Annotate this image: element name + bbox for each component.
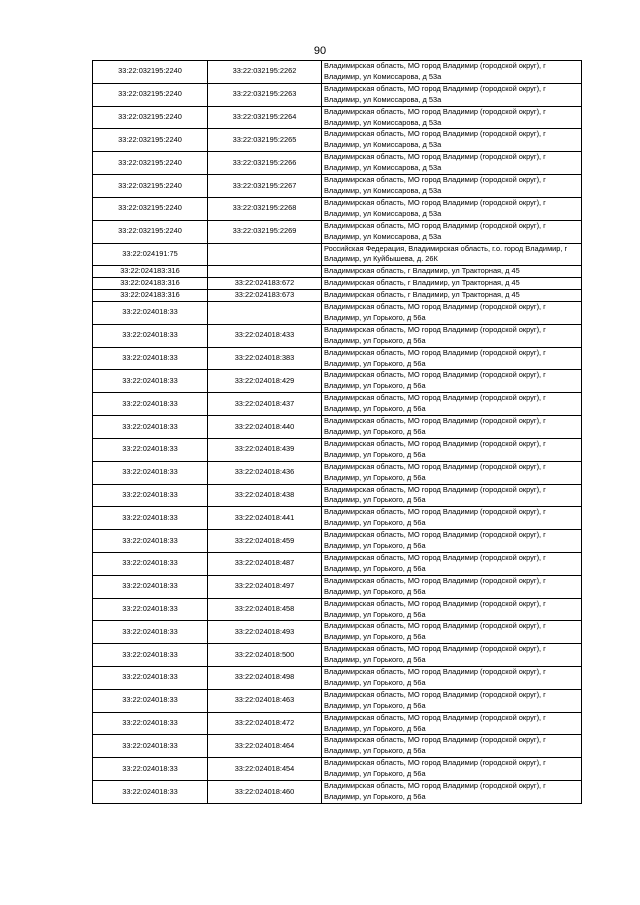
- parent-cadastral-number-cell: 33:22:024183:316: [93, 278, 208, 290]
- address-cell: Владимирская область, МО город Владимир (городской округ), г Владимир, ул Горького, д 56а: [322, 781, 582, 804]
- parent-cadastral-number-cell: 33:22:024018:33: [93, 758, 208, 781]
- object-cadastral-number-cell: 33:22:024183:672: [208, 278, 322, 290]
- address-cell: Владимирская область, МО город Владимир (городской округ), г Владимир, ул Комиссарова, д 53а: [322, 197, 582, 220]
- parent-cadastral-number-cell: 33:22:024018:33: [93, 552, 208, 575]
- table-row: [93, 530, 582, 553]
- object-cadastral-number-cell: 33:22:024018:463: [208, 689, 322, 712]
- address-cell: Российская Федерация, Владимирская область, г.о. город Владимир, г Владимир, ул Куйбышева, д. 26К: [322, 243, 582, 266]
- object-cadastral-number-cell: 33:22:032195:2262: [208, 61, 322, 84]
- parent-cadastral-number-cell: 33:22:024018:33: [93, 735, 208, 758]
- table-row: [93, 667, 582, 690]
- object-cadastral-number-cell: 33:22:024018:454: [208, 758, 322, 781]
- page-number: 90: [313, 45, 327, 57]
- address-cell: Владимирская область, МО город Владимир (городской округ), г Владимир, ул Комиссарова, д 53а: [322, 83, 582, 106]
- table-row: [93, 598, 582, 621]
- parent-cadastral-number-cell: 33:22:024018:33: [93, 598, 208, 621]
- address-cell: Владимирская область, МО город Владимир (городской округ), г Владимир, ул Горького, д 56а: [322, 370, 582, 393]
- parent-cadastral-number-cell: 33:22:024183:316: [93, 266, 208, 278]
- address-cell: Владимирская область, МО город Владимир (городской округ), г Владимир, ул Горького, д 56а: [322, 393, 582, 416]
- parent-cadastral-number-cell: 33:22:032195:2240: [93, 220, 208, 243]
- parent-cadastral-number-cell: 33:22:024018:33: [93, 347, 208, 370]
- object-cadastral-number-cell: 33:22:024018:460: [208, 781, 322, 804]
- table-row: [93, 689, 582, 712]
- table-row: [93, 302, 582, 325]
- object-cadastral-number-cell: 33:22:024018:464: [208, 735, 322, 758]
- address-cell: Владимирская область, МО город Владимир (городской округ), г Владимир, ул Комиссарова, д 53а: [322, 129, 582, 152]
- object-cadastral-number-cell: 33:22:024018:439: [208, 438, 322, 461]
- address-cell: Владимирская область, МО город Владимир (городской округ), г Владимир, ул Горького, д 56а: [322, 484, 582, 507]
- parent-cadastral-number-cell: 33:22:024018:33: [93, 461, 208, 484]
- table-row: [93, 644, 582, 667]
- object-cadastral-number-cell: 33:22:024018:487: [208, 552, 322, 575]
- object-cadastral-number-cell: 33:22:024018:458: [208, 598, 322, 621]
- table-row: [93, 347, 582, 370]
- table-row: [93, 324, 582, 347]
- parent-cadastral-number-cell: 33:22:024018:33: [93, 393, 208, 416]
- parent-cadastral-number-cell: 33:22:024018:33: [93, 416, 208, 439]
- object-cadastral-number-cell: 33:22:024018:493: [208, 621, 322, 644]
- address-cell: Владимирская область, МО город Владимир (городской округ), г Владимир, ул Горького, д 56а: [322, 347, 582, 370]
- object-cadastral-number-cell: [208, 243, 322, 266]
- table-row: [93, 758, 582, 781]
- object-cadastral-number-cell: 33:22:024018:440: [208, 416, 322, 439]
- address-cell: Владимирская область, МО город Владимир (городской округ), г Владимир, ул Горького, д 56а: [322, 712, 582, 735]
- address-cell: Владимирская область, МО город Владимир (городской округ), г Владимир, ул Горького, д 56а: [322, 644, 582, 667]
- parent-cadastral-number-cell: 33:22:024018:33: [93, 484, 208, 507]
- object-cadastral-number-cell: 33:22:024018:438: [208, 484, 322, 507]
- parent-cadastral-number-cell: 33:22:032195:2240: [93, 175, 208, 198]
- table-row: [93, 393, 582, 416]
- table-row: [93, 575, 582, 598]
- table-row: [93, 781, 582, 804]
- parent-cadastral-number-cell: 33:22:024018:33: [93, 781, 208, 804]
- table-row: [93, 61, 582, 84]
- address-cell: Владимирская область, МО город Владимир (городской округ), г Владимир, ул Комиссарова, д 53а: [322, 106, 582, 129]
- table-row: [93, 266, 582, 278]
- object-cadastral-number-cell: 33:22:032195:2265: [208, 129, 322, 152]
- table-row: [93, 735, 582, 758]
- table-row: [93, 552, 582, 575]
- parent-cadastral-number-cell: 33:22:024018:33: [93, 530, 208, 553]
- object-cadastral-number-cell: 33:22:024018:459: [208, 530, 322, 553]
- address-cell: Владимирская область, МО город Владимир (городской округ), г Владимир, ул Горького, д 56а: [322, 324, 582, 347]
- parent-cadastral-number-cell: 33:22:032195:2240: [93, 197, 208, 220]
- address-cell: Владимирская область, МО город Владимир (городской округ), г Владимир, ул Горького, д 56а: [322, 507, 582, 530]
- address-cell: Владимирская область, МО город Владимир (городской округ), г Владимир, ул Горького, д 56а: [322, 552, 582, 575]
- parent-cadastral-number-cell: 33:22:024018:33: [93, 324, 208, 347]
- table-row: [93, 290, 582, 302]
- parent-cadastral-number-cell: 33:22:024018:33: [93, 507, 208, 530]
- object-cadastral-number-cell: [208, 302, 322, 325]
- parent-cadastral-number-cell: 33:22:024018:33: [93, 302, 208, 325]
- object-cadastral-number-cell: 33:22:024018:497: [208, 575, 322, 598]
- table-row: [93, 83, 582, 106]
- table-row: [93, 370, 582, 393]
- table-row: [93, 484, 582, 507]
- object-cadastral-number-cell: 33:22:024018:472: [208, 712, 322, 735]
- address-cell: Владимирская область, МО город Владимир (городской округ), г Владимир, ул Горького, д 56а: [322, 758, 582, 781]
- address-cell: Владимирская область, МО город Владимир (городской округ), г Владимир, ул Горького, д 56а: [322, 598, 582, 621]
- parent-cadastral-number-cell: 33:22:032195:2240: [93, 106, 208, 129]
- parent-cadastral-number-cell: 33:22:024018:33: [93, 712, 208, 735]
- address-cell: Владимирская область, МО город Владимир (городской округ), г Владимир, ул Горького, д 56а: [322, 667, 582, 690]
- address-cell: Владимирская область, МО город Владимир (городской округ), г Владимир, ул Горького, д 56а: [322, 416, 582, 439]
- cadastral-table-body: [93, 61, 582, 804]
- object-cadastral-number-cell: 33:22:024018:500: [208, 644, 322, 667]
- address-cell: Владимирская область, МО город Владимир (городской округ), г Владимир, ул Комиссарова, д 53а: [322, 220, 582, 243]
- object-cadastral-number-cell: 33:22:032195:2268: [208, 197, 322, 220]
- cadastral-table: [92, 60, 582, 804]
- address-cell: Владимирская область, г Владимир, ул Тракторная, д 45: [322, 266, 582, 278]
- table-row: [93, 438, 582, 461]
- object-cadastral-number-cell: 33:22:032195:2263: [208, 83, 322, 106]
- address-cell: Владимирская область, г Владимир, ул Тракторная, д 45: [322, 278, 582, 290]
- parent-cadastral-number-cell: 33:22:024018:33: [93, 621, 208, 644]
- object-cadastral-number-cell: 33:22:024018:433: [208, 324, 322, 347]
- parent-cadastral-number-cell: 33:22:032195:2240: [93, 129, 208, 152]
- object-cadastral-number-cell: 33:22:024183:673: [208, 290, 322, 302]
- object-cadastral-number-cell: [208, 266, 322, 278]
- address-cell: Владимирская область, МО город Владимир (городской округ), г Владимир, ул Горького, д 56а: [322, 575, 582, 598]
- address-cell: Владимирская область, МО город Владимир (городской округ), г Владимир, ул Горького, д 56а: [322, 689, 582, 712]
- parent-cadastral-number-cell: 33:22:032195:2240: [93, 61, 208, 84]
- object-cadastral-number-cell: 33:22:024018:437: [208, 393, 322, 416]
- parent-cadastral-number-cell: 33:22:024018:33: [93, 438, 208, 461]
- object-cadastral-number-cell: 33:22:024018:383: [208, 347, 322, 370]
- object-cadastral-number-cell: 33:22:024018:429: [208, 370, 322, 393]
- object-cadastral-number-cell: 33:22:024018:441: [208, 507, 322, 530]
- object-cadastral-number-cell: 33:22:032195:2267: [208, 175, 322, 198]
- table-row: [93, 220, 582, 243]
- table-row: [93, 175, 582, 198]
- address-cell: Владимирская область, МО город Владимир (городской округ), г Владимир, ул Комиссарова, д 53а: [322, 152, 582, 175]
- address-cell: Владимирская область, МО город Владимир (городской округ), г Владимир, ул Горького, д 56а: [322, 438, 582, 461]
- table-row: [93, 152, 582, 175]
- object-cadastral-number-cell: 33:22:024018:498: [208, 667, 322, 690]
- parent-cadastral-number-cell: 33:22:024191:75: [93, 243, 208, 266]
- parent-cadastral-number-cell: 33:22:024018:33: [93, 370, 208, 393]
- object-cadastral-number-cell: 33:22:032195:2264: [208, 106, 322, 129]
- parent-cadastral-number-cell: 33:22:024018:33: [93, 644, 208, 667]
- address-cell: Владимирская область, МО город Владимир (городской округ), г Владимир, ул Комиссарова, д 53а: [322, 61, 582, 84]
- parent-cadastral-number-cell: 33:22:024018:33: [93, 689, 208, 712]
- address-cell: Владимирская область, МО город Владимир (городской округ), г Владимир, ул Горького, д 56а: [322, 461, 582, 484]
- table-row: [93, 278, 582, 290]
- object-cadastral-number-cell: 33:22:032195:2266: [208, 152, 322, 175]
- address-cell: Владимирская область, МО город Владимир (городской округ), г Владимир, ул Горького, д 56а: [322, 621, 582, 644]
- parent-cadastral-number-cell: 33:22:024018:33: [93, 575, 208, 598]
- parent-cadastral-number-cell: 33:22:024018:33: [93, 667, 208, 690]
- parent-cadastral-number-cell: 33:22:032195:2240: [93, 83, 208, 106]
- object-cadastral-number-cell: 33:22:024018:436: [208, 461, 322, 484]
- table-row: [93, 243, 582, 266]
- parent-cadastral-number-cell: 33:22:032195:2240: [93, 152, 208, 175]
- table-row: [93, 416, 582, 439]
- parent-cadastral-number-cell: 33:22:024183:316: [93, 290, 208, 302]
- address-cell: Владимирская область, МО город Владимир (городской округ), г Владимир, ул Комиссарова, д 53а: [322, 175, 582, 198]
- table-row: [93, 621, 582, 644]
- address-cell: Владимирская область, МО город Владимир (городской округ), г Владимир, ул Горького, д 56а: [322, 302, 582, 325]
- address-cell: Владимирская область, МО город Владимир (городской округ), г Владимир, ул Горького, д 56а: [322, 530, 582, 553]
- table-row: [93, 197, 582, 220]
- table-row: [93, 712, 582, 735]
- table-row: [93, 129, 582, 152]
- object-cadastral-number-cell: 33:22:032195:2269: [208, 220, 322, 243]
- address-cell: Владимирская область, МО город Владимир (городской округ), г Владимир, ул Горького, д 56а: [322, 735, 582, 758]
- table-row: [93, 461, 582, 484]
- address-cell: Владимирская область, г Владимир, ул Тракторная, д 45: [322, 290, 582, 302]
- table-row: [93, 507, 582, 530]
- table-row: [93, 106, 582, 129]
